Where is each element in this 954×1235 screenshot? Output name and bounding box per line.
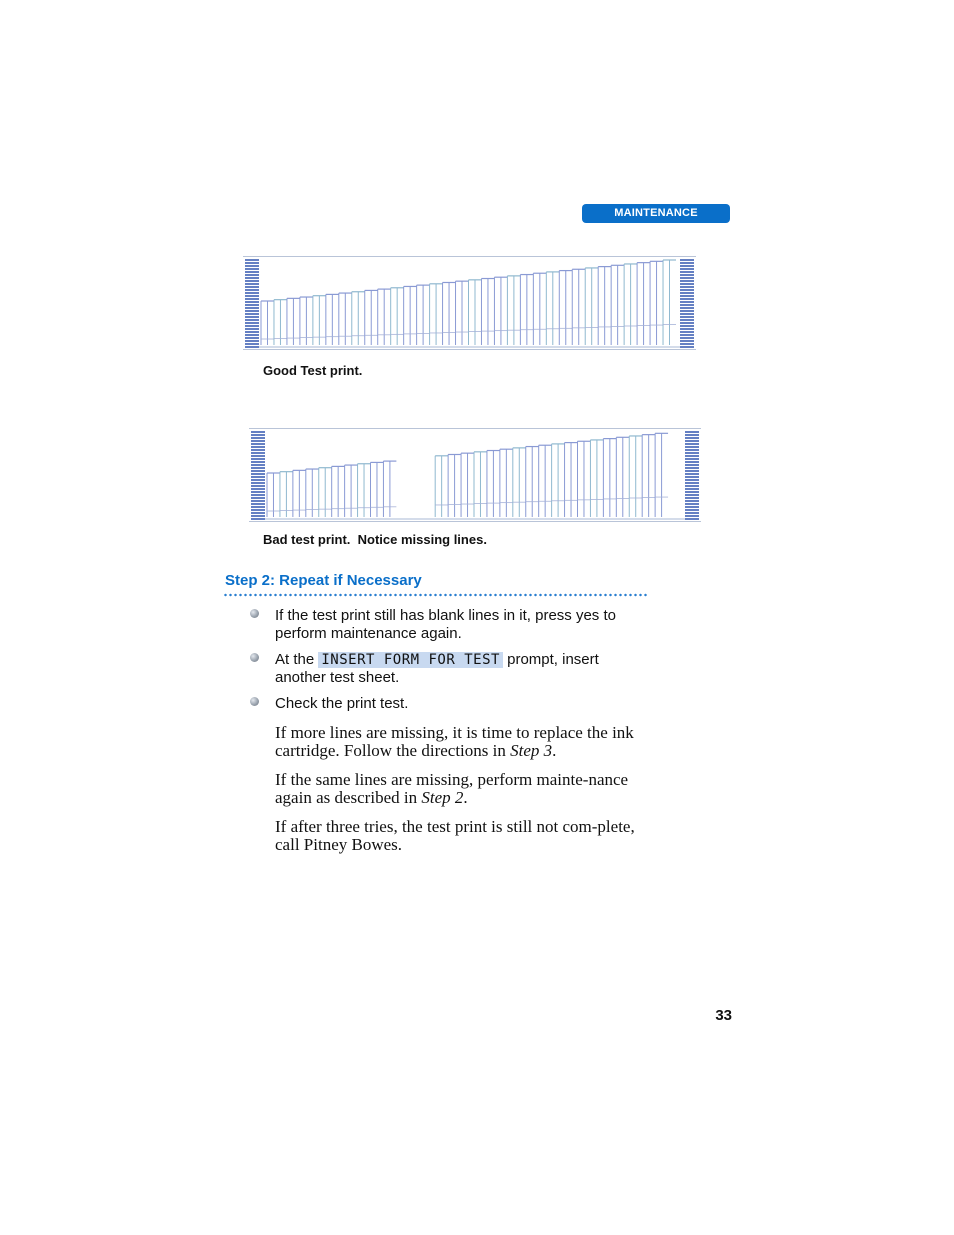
bad-test-print-image bbox=[249, 428, 701, 522]
side-bar-dot bbox=[680, 313, 694, 315]
side-bar-dot bbox=[685, 500, 699, 502]
side-bar-dot bbox=[680, 298, 694, 300]
side-bar-dot bbox=[680, 307, 694, 309]
instruction-paragraph bbox=[275, 771, 645, 807]
side-bar-dot bbox=[685, 449, 699, 451]
bullet-text-prefix: At the bbox=[275, 651, 319, 668]
side-bar-dot bbox=[245, 292, 259, 294]
side-bar-dot bbox=[251, 434, 265, 436]
side-bar-dot bbox=[685, 494, 699, 496]
good-test-print-caption: Good Test print. bbox=[263, 363, 363, 378]
bullet-text: Check the print test. bbox=[275, 695, 409, 712]
side-bar-dot bbox=[680, 280, 694, 282]
side-bar-dot bbox=[680, 334, 694, 336]
side-bar-dot bbox=[251, 482, 265, 484]
paragraph-text: If after three tries, the test print is still not com-plete, call Pitney Bowes. bbox=[275, 817, 635, 854]
side-bar-dot bbox=[685, 431, 699, 433]
side-bar-dot bbox=[245, 301, 259, 303]
side-bar-dot bbox=[680, 271, 694, 273]
side-bar-dot bbox=[245, 271, 259, 273]
side-bar-dot bbox=[245, 304, 259, 306]
side-bar-dot bbox=[251, 515, 265, 517]
side-bar-dot bbox=[251, 509, 265, 511]
side-bar-dot bbox=[685, 476, 699, 478]
side-bar-dot bbox=[251, 467, 265, 469]
side-bar-dot bbox=[245, 283, 259, 285]
side-bar-dot bbox=[245, 334, 259, 336]
bad-test-print-caption: Bad test print. Notice missing lines. bbox=[263, 532, 487, 547]
lcd-prompt-text: INSERT FORM FOR TEST bbox=[318, 652, 503, 668]
bullet-icon bbox=[250, 609, 259, 618]
bullet-item bbox=[275, 651, 645, 687]
side-bar-dot bbox=[251, 506, 265, 508]
side-bar-dot bbox=[680, 283, 694, 285]
side-bar-dot bbox=[251, 464, 265, 466]
side-bar-dot bbox=[245, 268, 259, 270]
side-bar-dot bbox=[251, 518, 265, 520]
side-bar-dot bbox=[251, 500, 265, 502]
side-bar-dot bbox=[245, 274, 259, 276]
side-bar-dot bbox=[251, 461, 265, 463]
side-bar-dot bbox=[685, 434, 699, 436]
side-bar-dot bbox=[251, 446, 265, 448]
page-number: 33 bbox=[715, 1007, 732, 1024]
side-bar-dot bbox=[245, 316, 259, 318]
side-bar-dot bbox=[245, 343, 259, 345]
bullet-icon bbox=[250, 653, 259, 662]
side-bar-dot bbox=[685, 506, 699, 508]
side-bar-dot bbox=[680, 331, 694, 333]
side-bar-dot bbox=[245, 322, 259, 324]
side-bar-dot bbox=[245, 295, 259, 297]
side-bar-dot bbox=[685, 455, 699, 457]
side-bar-dot bbox=[685, 464, 699, 466]
good-test-print-graphic bbox=[243, 257, 696, 349]
side-bar-dot bbox=[680, 268, 694, 270]
side-bar-dot bbox=[245, 331, 259, 333]
side-bar-dot bbox=[685, 515, 699, 517]
side-bar-dot bbox=[680, 340, 694, 342]
side-bar-dot bbox=[685, 482, 699, 484]
side-bar-dot bbox=[245, 298, 259, 300]
bullet-text: If the test print still has blank lines in it, press yes to perform maintenance again. bbox=[275, 607, 616, 642]
side-bar-dot bbox=[680, 316, 694, 318]
side-bar-dot bbox=[685, 518, 699, 520]
side-bar-dot bbox=[245, 313, 259, 315]
paragraph-punctuation: . bbox=[463, 788, 468, 807]
side-bar-dot bbox=[685, 497, 699, 499]
side-bar-dot bbox=[245, 277, 259, 279]
side-bar-dot bbox=[685, 512, 699, 514]
side-bar-dot bbox=[680, 277, 694, 279]
side-bar-dot bbox=[680, 343, 694, 345]
side-bar-dot bbox=[685, 473, 699, 475]
side-bar-dot bbox=[245, 265, 259, 267]
side-bar-dot bbox=[245, 286, 259, 288]
side-bar-dot bbox=[680, 301, 694, 303]
side-bar-dot bbox=[685, 452, 699, 454]
side-bar-dot bbox=[685, 440, 699, 442]
side-bar-dot bbox=[680, 322, 694, 324]
side-bar-dot bbox=[245, 310, 259, 312]
side-bar-dot bbox=[685, 467, 699, 469]
side-bar-dot bbox=[245, 262, 259, 264]
bad-test-print-graphic bbox=[249, 429, 701, 521]
bullet-text-suffix: prompt, insert another test sheet. bbox=[275, 651, 599, 686]
side-bar-dot bbox=[251, 479, 265, 481]
side-bar-dot bbox=[680, 286, 694, 288]
side-bar-dot bbox=[685, 446, 699, 448]
side-bar-dot bbox=[251, 503, 265, 505]
side-bar-dot bbox=[245, 340, 259, 342]
side-bar-dot bbox=[245, 319, 259, 321]
side-bar-dot bbox=[251, 512, 265, 514]
side-bar-dot bbox=[251, 458, 265, 460]
side-bar-dot bbox=[245, 280, 259, 282]
side-bar-dot bbox=[685, 503, 699, 505]
side-bar-dot bbox=[245, 289, 259, 291]
side-bar-dot bbox=[251, 470, 265, 472]
side-bar-dot bbox=[685, 488, 699, 490]
side-bar-dot bbox=[685, 509, 699, 511]
bullet-item bbox=[275, 607, 645, 643]
side-bar-dot bbox=[685, 491, 699, 493]
side-bar-dot bbox=[245, 307, 259, 309]
paragraph-text: If the same lines are missing, perform mainte-nance again as described in bbox=[275, 770, 629, 807]
side-bar-dot bbox=[680, 337, 694, 339]
side-bar-dot bbox=[251, 488, 265, 490]
side-bar-dot bbox=[685, 470, 699, 472]
side-bar-dot bbox=[251, 431, 265, 433]
side-bar-dot bbox=[685, 461, 699, 463]
side-bar-dot bbox=[680, 274, 694, 276]
side-bar-dot bbox=[245, 328, 259, 330]
side-bar-dot bbox=[680, 289, 694, 291]
side-bar-dot bbox=[680, 292, 694, 294]
side-bar-dot bbox=[251, 497, 265, 499]
side-bar-dot bbox=[251, 491, 265, 493]
side-bar-dot bbox=[680, 295, 694, 297]
side-bar-dot bbox=[680, 265, 694, 267]
side-bar-dot bbox=[251, 485, 265, 487]
bullet-icon bbox=[250, 697, 259, 706]
section-heading: Step 2: Repeat if Necessary bbox=[225, 572, 422, 589]
side-bar-dot bbox=[251, 494, 265, 496]
side-bar-dot bbox=[251, 455, 265, 457]
side-bar-dot bbox=[251, 437, 265, 439]
paragraph-text: If more lines are missing, it is time to replace the ink cartridge. Follow the directions in bbox=[275, 723, 634, 760]
side-bar-dot bbox=[680, 325, 694, 327]
side-bar-dot bbox=[251, 443, 265, 445]
side-bar-dot bbox=[251, 476, 265, 478]
section-tab: MAINTENANCE bbox=[582, 204, 730, 223]
side-bar-dot bbox=[245, 346, 259, 348]
side-bar-dot bbox=[685, 479, 699, 481]
side-bar-dot bbox=[245, 259, 259, 261]
side-bar-dot bbox=[680, 346, 694, 348]
side-bar-dot bbox=[685, 437, 699, 439]
instruction-paragraph bbox=[275, 818, 645, 854]
side-bar-dot bbox=[680, 310, 694, 312]
side-bar-dot bbox=[251, 473, 265, 475]
side-bar-dot bbox=[680, 259, 694, 261]
side-bar-dot bbox=[245, 337, 259, 339]
paragraph-punctuation: . bbox=[552, 741, 557, 760]
side-bar-dot bbox=[685, 458, 699, 460]
side-bar-dot bbox=[251, 440, 265, 442]
bullet-item bbox=[275, 695, 645, 713]
instruction-paragraph bbox=[275, 724, 645, 760]
side-bar-dot bbox=[251, 449, 265, 451]
side-bar-dot bbox=[680, 304, 694, 306]
good-test-print-image bbox=[243, 256, 696, 350]
step-reference: Step 2 bbox=[421, 788, 464, 807]
side-bar-dot bbox=[685, 485, 699, 487]
side-bar-dot bbox=[245, 325, 259, 327]
step-reference: Step 3 bbox=[510, 741, 553, 760]
side-bar-dot bbox=[251, 452, 265, 454]
side-bar-dot bbox=[680, 328, 694, 330]
side-bar-dot bbox=[685, 443, 699, 445]
side-bar-dot bbox=[680, 262, 694, 264]
side-bar-dot bbox=[680, 319, 694, 321]
dotted-divider bbox=[223, 593, 649, 597]
